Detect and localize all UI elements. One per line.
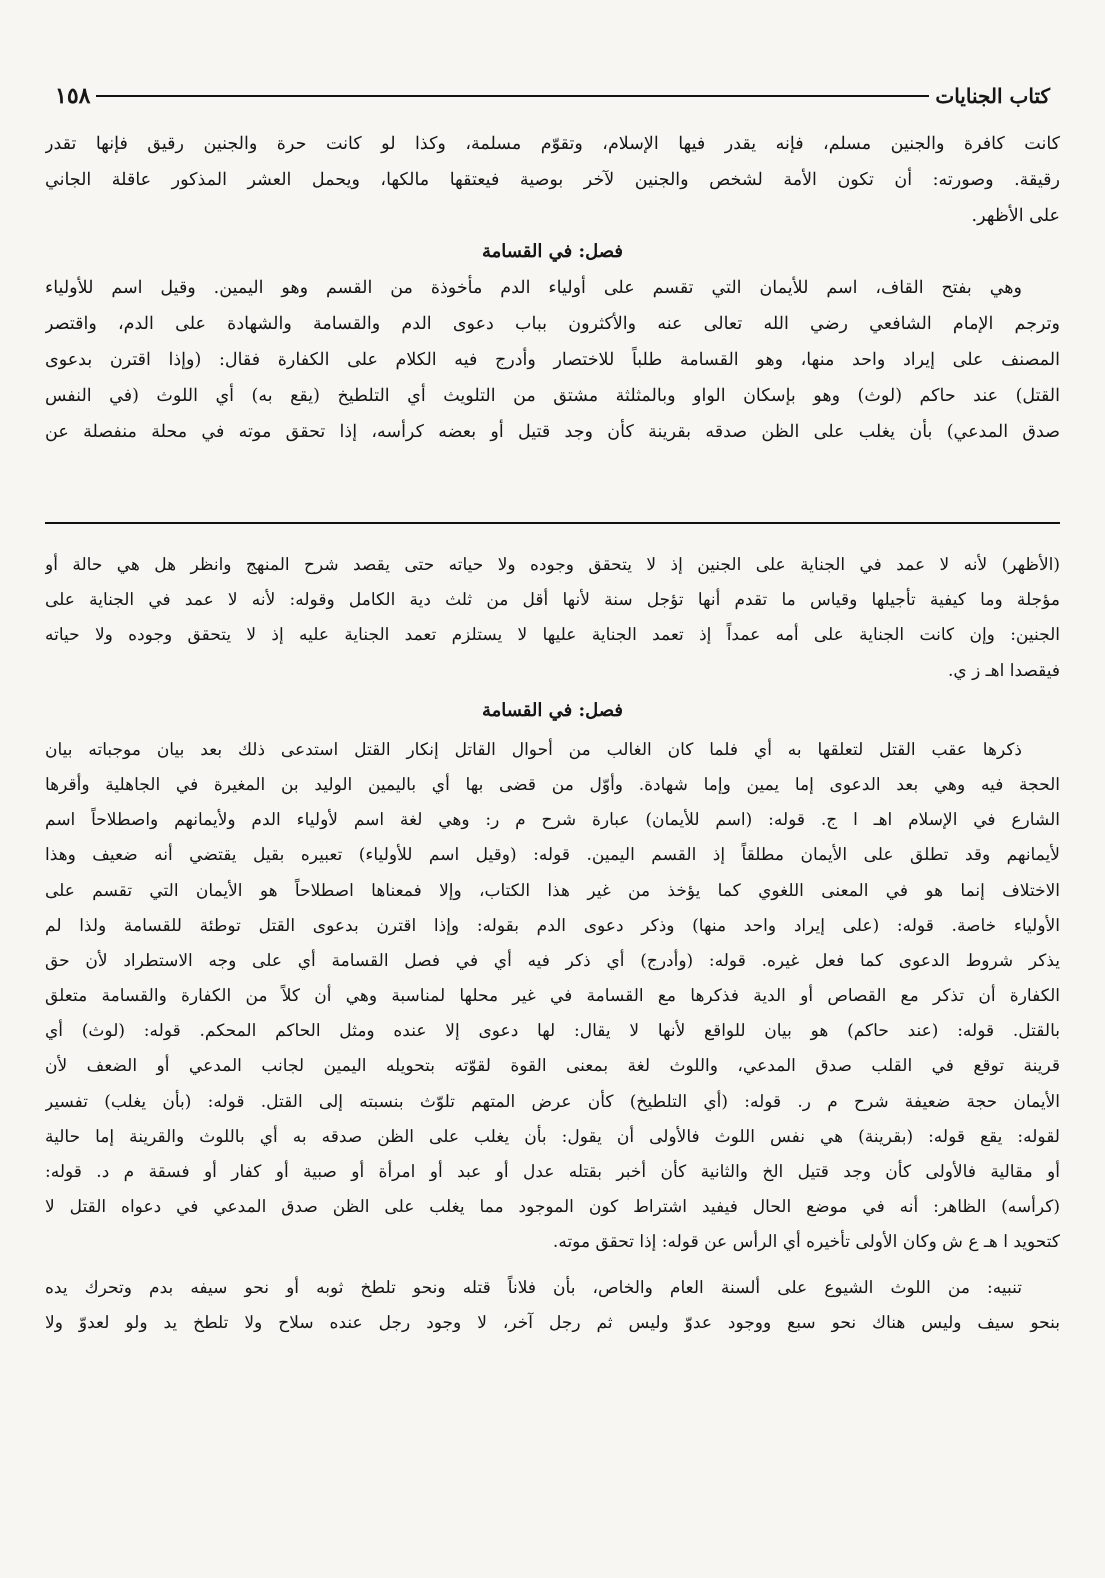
- main-line: كانت كافرة والجنين مسلم، فإنه يقدر فيها الإسلام، وتقوّم مسلمة، وكذا لو كانت حرة والجنين رقيق فإنها تقدر: [45, 134, 1060, 154]
- note-line: الحجة فيه وهي بعد الدعوى إما يمين وإما شهادة. وأوّل من قضى بها أي باليمين الوليد بن المغيرة في الجاهلية وأقرها: [45, 774, 1060, 795]
- note-line: (الأظهر) لأنه لا عمد في الجناية على الجنين إذ لا يتحقق وجوده ولا حياته حتى يقصد شرح المنهج وانظر هل هي حالة أو: [45, 555, 1060, 575]
- note-line: الأولياء خاصة. قوله: (على إيراد واحد منها) وذكر دعوى الدم بقوله: وإذا اقترن بدعوى القتل توطئة للقسامة ولذا لم: [45, 915, 1060, 936]
- note-line: قرينة توقع في القلب صدق المدعي، واللوث لغة بمعنى القوة لقوّته بتحويله اليمين لجانب المدعي أو الضعف لأن: [45, 1056, 1060, 1077]
- notes-section-heading: فصل: في القسامة: [481, 699, 624, 721]
- running-header: [45, 78, 1060, 114]
- note-line: لقوله: يقع قوله: (بقرينة) هي نفس اللوث فالأولى أن يقول: بأن يغلب على الظن صدقه به أي باللوث والقرينة إما حالية: [45, 1126, 1060, 1147]
- note-line: أو مقالية فالأولى كأن وجد قتيل الخ والثانية كأن أخبر بقتله عدل أو عبد أو امرأة أو صبية أو كفار أو فسقة م د. قوله:: [45, 1162, 1060, 1182]
- note-line: بنحو سيف وليس هناك نحو سبع ووجود عدوّ وليس ثم رجل آخر، لا وجود رجل عنده سلاح ولا تلطخ يد ولو لعدوّ ولا: [45, 1312, 1060, 1333]
- section-heading: فصل: في القسامة: [481, 241, 624, 262]
- note-line: يذكر شروط الدعوى كما فعل غيره. قوله: (وأدرج) أي ذكر فيه أي في فصل القسامة أي على وجه الاستطراد لأن حق: [45, 950, 1060, 971]
- note-line: الكفارة أن تذكر مع القصاص أو الدية فذكرها مع القسامة في غير محلها لمناسبة وهي أن كلاً من الكفارة والقسامة متعلق: [45, 986, 1060, 1007]
- main-line: المصنف على إيراد واحد منها، وهو القسامة طلباً للاختصار وأدرج فيه الكلام على الكفارة فقال: (وإذا اقترن بدعوى: [45, 350, 1060, 370]
- note-line: الأيمان حجة ضعيفة شرح م ر. قوله: (أي التلطيخ) كأن عرض المتهم تلوّث بنسبته إلى القتل. قوله: (بأن يغلب) تفسير: [45, 1091, 1060, 1112]
- note-line: فيقصدا اهـ ز ي.: [947, 660, 1060, 681]
- page-number: ١٥٨: [55, 83, 91, 109]
- note-line: لأيمانهم وقد تطلق على الأيمان مطلقاً إذ القسم اليمين. قوله: (وقيل اسم للأولياء) تعبيره بقيل يقتضي أنه ضعيف وهذا: [45, 845, 1060, 866]
- footnote-divider: [45, 522, 1060, 524]
- note-line: الاختلاف إنما هو في المعنى اللغوي كما يؤخذ من غير هذا الكتاب، وإلا فمعناها اصطلاحاً هو الأيمان التي تقسم على: [45, 880, 1060, 901]
- main-line: وهي بفتح القاف، اسم للأيمان التي تقسم على أولياء الدم مأخوذة من القسم وهو اليمين. وقيل اسم للأولياء: [45, 278, 1022, 298]
- main-line: وترجم الإمام الشافعي رضي الله تعالى عنه والأكثرون بباب دعوى الدم والقسامة والشهادة على الدم، واقتصر: [45, 314, 1060, 334]
- note-line: كتحويد ا هـ ع ش وكان الأولى تأخيره أي الرأس عن قوله: إذا تحقق موته.: [552, 1232, 1060, 1253]
- main-text: [45, 126, 1060, 450]
- main-line: صدق المدعي) بأن يغلب على الظن صدقه بقرينة كأن وجد قتيل أو بعضه كرأسه، إذا تحقق موته في محلة منفصلة عن: [45, 422, 1060, 442]
- main-line: على الأظهر.: [971, 206, 1060, 226]
- book-title: كتاب الجنايات: [935, 84, 1050, 108]
- note-line: بالقتل. قوله: (عند حاكم) هو بيان للواقع لأنها لا يقال: لها دعوى إلا عنده ومثل الحاكم المحكم. قوله: (لوث) أي: [45, 1021, 1060, 1042]
- main-line: رقيقة. وصورته: أن تكون الأمة لشخص والجنين لآخر بوصية فيعتقها مالكها، ويحمل العشر المذكور عاقلة الجاني: [45, 170, 1060, 190]
- commentary-notes: [45, 548, 1060, 1341]
- note-line: تنبيه: من اللوث الشيوع على ألسنة العام والخاص، بأن فلاناً قتله ونحو تلطخ ثوبه أو نحو سيفه بدم وتحرك يده: [45, 1277, 1022, 1298]
- header-rule: [96, 95, 929, 97]
- paragraph-gap: [45, 1261, 1060, 1271]
- main-line: القتل) عند حاكم (لوث) وهو بإسكان الواو وبالمثلثة مشتق من التلويث أي التلطيخ (يقع به) أي اللوث (في النفس: [45, 386, 1060, 406]
- note-line: الشارع في الإسلام اهـ ا ج. قوله: (اسم للأيمان) عبارة شرح م ر: وهي لغة اسم لأولياء الدم ولأيمانهم واصطلاحاً اسم: [45, 810, 1060, 831]
- note-line: مؤجلة وما كيفية تأجيلها وقياس ما تقدم أنها تؤجل سنة لأنها أقل من ثلث دية الكامل وقوله: لأنه لا عمد في الجناية على: [45, 590, 1060, 611]
- note-line: الجنين: وإن كانت الجناية على أمه عمداً إذ تعمد الجناية عليها لا يستلزم تعمد الجناية عليه إذ لا يتحقق وجوده ولا حياته: [45, 625, 1060, 646]
- note-line: ذكرها عقب القتل لتعلقها به أي فلما كان الغالب من أحوال القاتل إنكار القتل استدعى ذلك بعد بيان موجباته بيان: [45, 739, 1022, 760]
- note-line: (كرأسه) الظاهر: أنه في موضع الحال فيفيد اشتراط كون الموجود مما يغلب على الظن صدق المدعي في دعواه القتل لا: [45, 1197, 1060, 1218]
